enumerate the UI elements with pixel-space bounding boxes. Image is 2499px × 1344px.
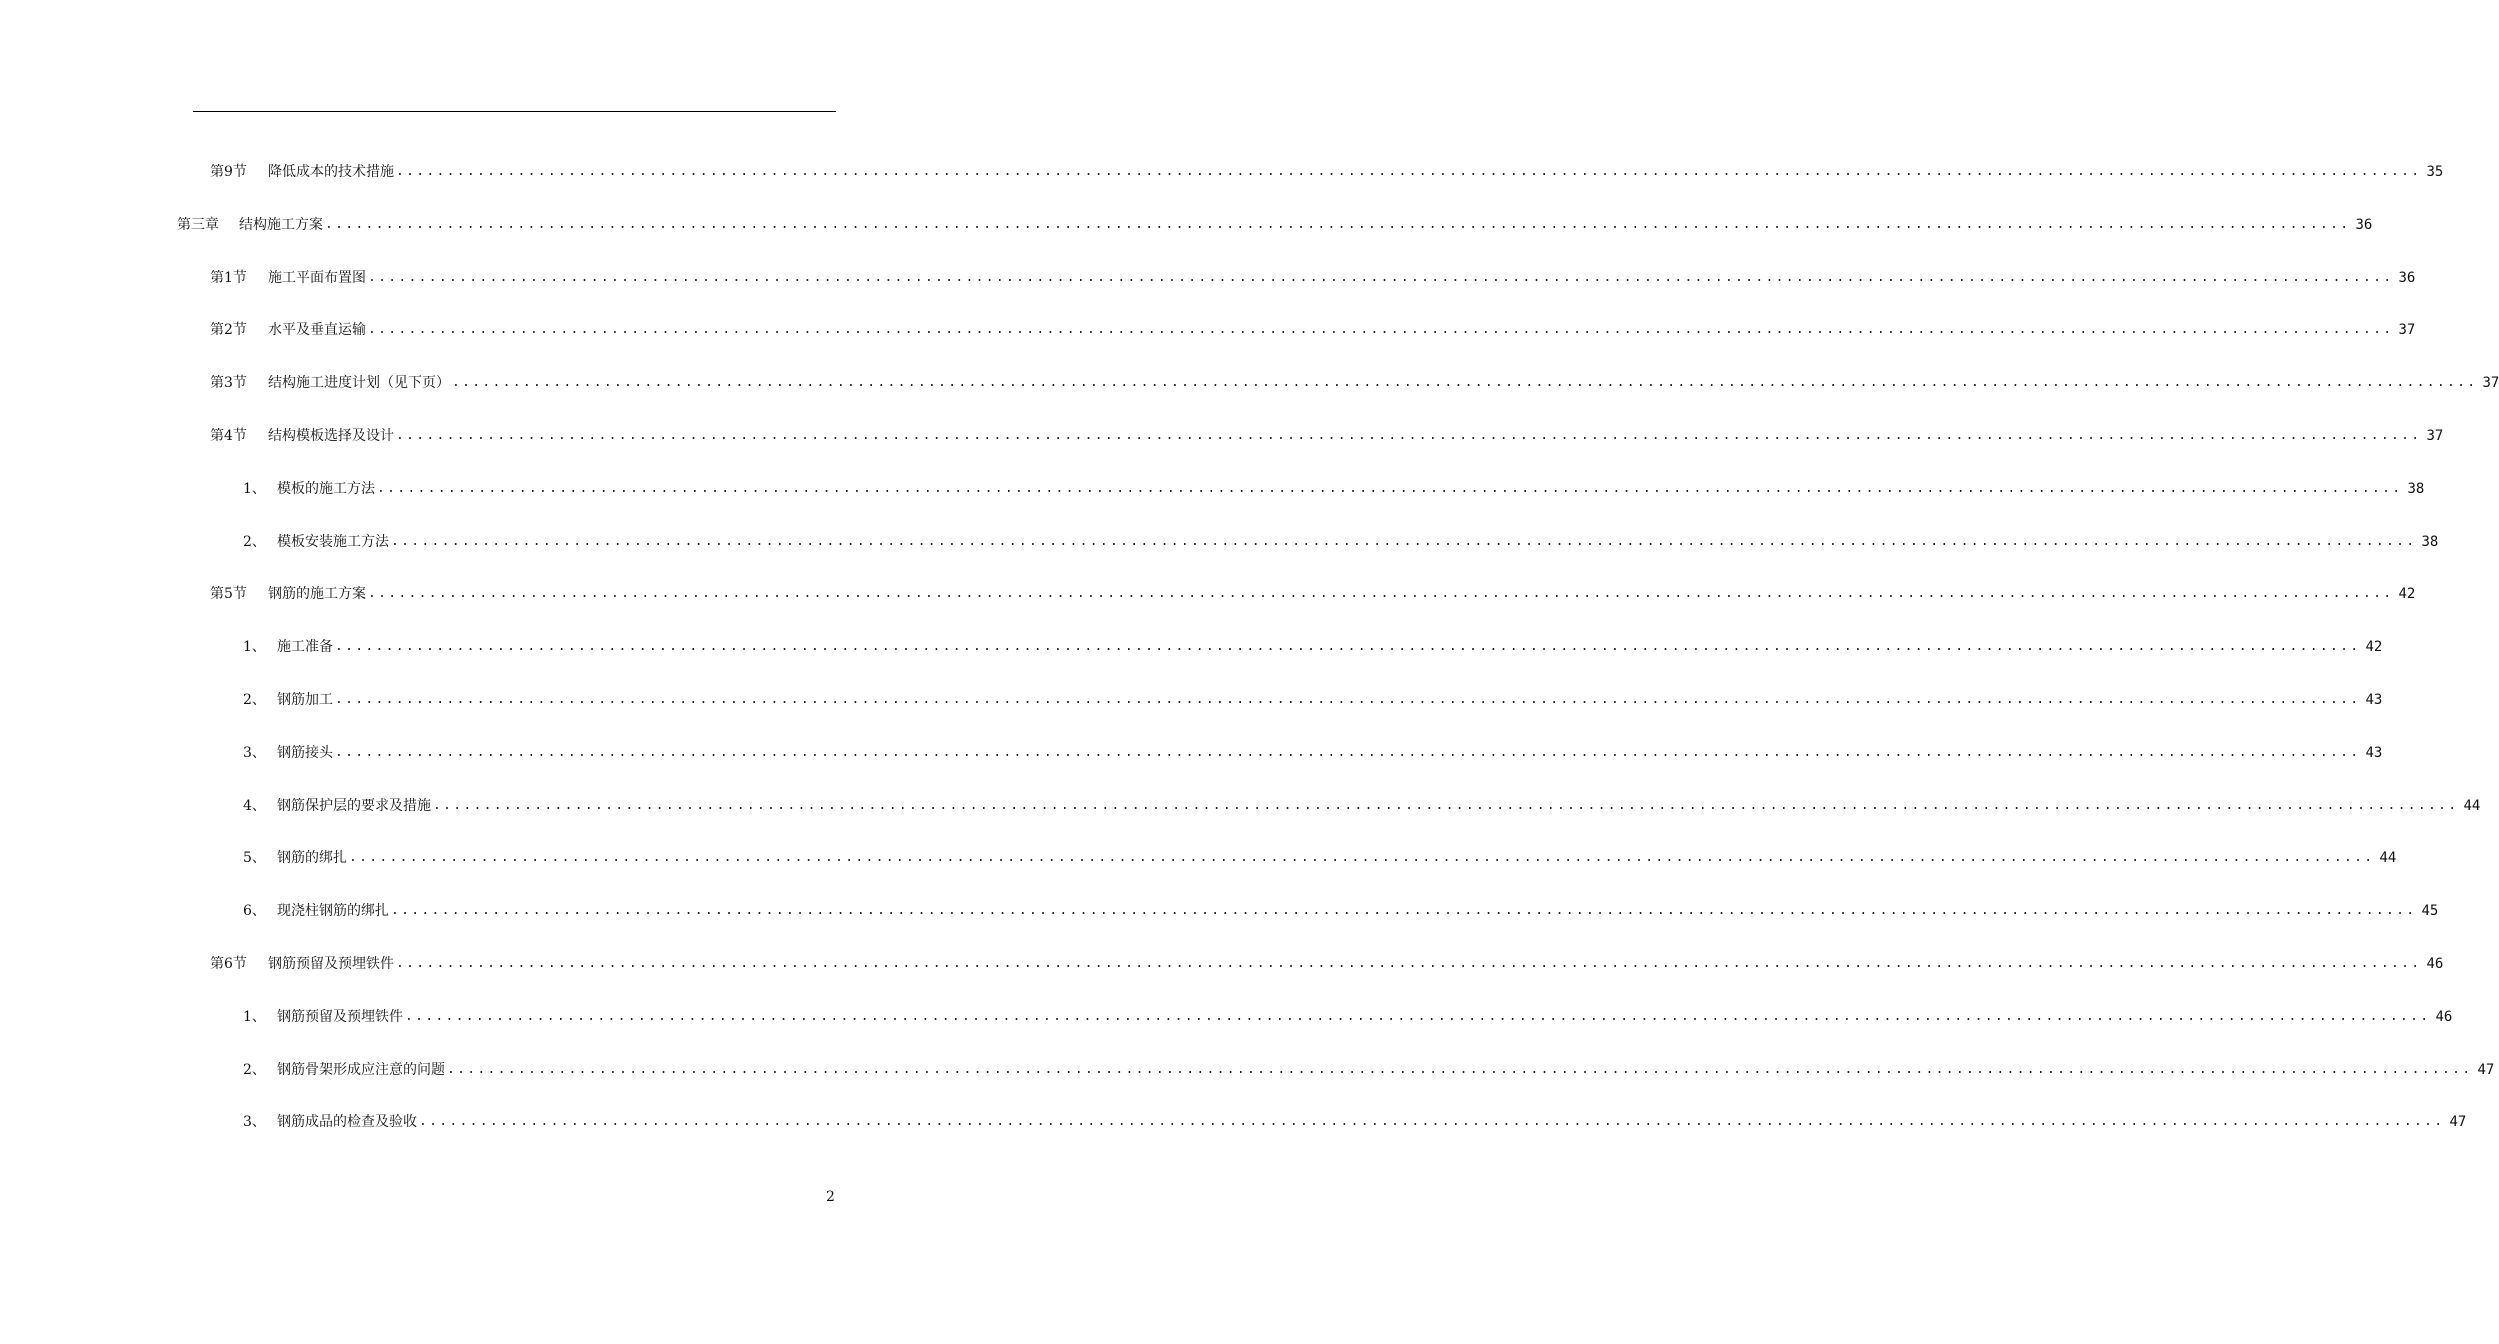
toc-dot-leader: ........................................................................................................................................................................................................ [419, 1114, 2445, 1129]
toc-entry-title: 钢筋的绑扎 [277, 850, 347, 866]
toc-dot-leader: ........................................................................................................................................................................................................ [368, 322, 2394, 337]
toc-entry[interactable] [243, 1004, 2453, 1026]
toc-entry-page: 43 [2365, 692, 2383, 708]
toc-entry-number: 第2节 [210, 322, 247, 338]
toc-entry[interactable] [243, 740, 2383, 762]
toc-entry[interactable] [243, 793, 2481, 815]
toc-entry-page: 46 [2435, 1009, 2453, 1025]
toc-entry-title: 结构模板选择及设计 [268, 428, 394, 444]
toc-entry-page: 46 [2426, 956, 2444, 972]
toc-dot-leader: ........................................................................................................................................................................................................ [396, 956, 2422, 971]
toc-entry-page: 47 [2477, 1062, 2495, 1078]
toc-entry[interactable] [243, 1109, 2467, 1131]
toc-entry-number: 2、 [243, 1062, 266, 1078]
toc-entry[interactable] [243, 634, 2383, 656]
toc-entry-page: 35 [2426, 164, 2444, 180]
page-number: 2 [826, 1189, 835, 1205]
toc-entry[interactable] [243, 529, 2439, 551]
toc-entry-page: 37 [2426, 428, 2444, 444]
toc-entry-number: 5、 [243, 850, 266, 866]
toc-entry-number: 1、 [243, 639, 266, 655]
toc-entry[interactable] [243, 1057, 2495, 1079]
toc-entry[interactable] [210, 951, 2444, 973]
toc-entry-page: 43 [2365, 745, 2383, 761]
toc-entry-number: 6、 [243, 903, 266, 919]
toc-entry-page: 38 [2407, 481, 2425, 497]
toc-entry-number: 3、 [243, 1114, 266, 1130]
toc-entry-number: 第9节 [210, 164, 247, 180]
toc-dot-leader: ........................................................................................................................................................................................................ [368, 586, 2394, 601]
toc-entry[interactable] [210, 423, 2444, 445]
toc-entry-number: 第3节 [210, 375, 247, 391]
toc-entry-page: 42 [2398, 586, 2416, 602]
toc-entry-number: 3、 [243, 745, 266, 761]
toc-entry[interactable] [177, 212, 2373, 234]
toc-entry-page: 38 [2421, 534, 2439, 550]
toc-entry-title: 结构施工方案 [239, 217, 323, 233]
toc-dot-leader: ........................................................................................................................................................................................................ [396, 164, 2422, 179]
toc-entry-number: 4、 [243, 798, 266, 814]
toc-entry-title: 施工平面布置图 [268, 270, 366, 286]
toc-entry-title: 钢筋预留及预埋铁件 [277, 1009, 403, 1025]
toc-entry-page: 36 [2398, 270, 2416, 286]
toc-entry[interactable] [243, 898, 2439, 920]
toc-entry-page: 36 [2355, 217, 2373, 233]
toc-entry[interactable] [243, 845, 2397, 867]
toc-dot-leader: ........................................................................................................................................................................................................ [325, 217, 2351, 232]
toc-entry-title: 施工准备 [277, 639, 333, 655]
toc-entry-number: 第4节 [210, 428, 247, 444]
toc-entry-number: 第6节 [210, 956, 247, 972]
toc-entry-number: 第5节 [210, 586, 247, 602]
toc-entry-number: 1、 [243, 1009, 266, 1025]
toc-entry-number: 第三章 [177, 217, 219, 233]
toc-entry-title: 降低成本的技术措施 [268, 164, 394, 180]
toc-entry-title: 模板安装施工方法 [277, 534, 389, 550]
toc-entry[interactable] [210, 317, 2416, 339]
toc-entry-title: 水平及垂直运输 [268, 322, 366, 338]
toc-entry-page: 42 [2365, 639, 2383, 655]
toc-entry-page: 44 [2463, 798, 2481, 814]
toc-entry-number: 2、 [243, 534, 266, 550]
toc-dot-leader: ........................................................................................................................................................................................................ [405, 1009, 2431, 1024]
toc-dot-leader: ........................................................................................................................................................................................................ [335, 692, 2361, 707]
toc-entry-title: 钢筋骨架形成应注意的问题 [277, 1062, 445, 1078]
toc-entry-page: 37 [2398, 322, 2416, 338]
toc-dot-leader: ........................................................................................................................................................................................................ [391, 903, 2417, 918]
toc-dot-leader: ........................................................................................................................................................................................................ [433, 798, 2459, 813]
toc-dot-leader: ........................................................................................................................................................................................................ [391, 534, 2417, 549]
toc-dot-leader: ........................................................................................................................................................................................................ [368, 270, 2394, 285]
toc-entry[interactable] [210, 265, 2416, 287]
toc-entry-page: 37 [2482, 375, 2499, 391]
toc-entry[interactable] [210, 159, 2444, 181]
toc-dot-leader: ........................................................................................................................................................................................................ [335, 639, 2361, 654]
toc-dot-leader: ........................................................................................................................................................................................................ [396, 428, 2422, 443]
toc-entry-title: 钢筋预留及预埋铁件 [268, 956, 394, 972]
toc-dot-leader: ........................................................................................................................................................................................................ [335, 745, 2361, 760]
toc-entry-page: 47 [2449, 1114, 2467, 1130]
toc-entry-title: 钢筋保护层的要求及措施 [277, 798, 431, 814]
toc-entry-page: 45 [2421, 903, 2439, 919]
toc-entry-title: 钢筋接头 [277, 745, 333, 761]
toc-entry-title: 结构施工进度计划（见下页） [268, 375, 450, 391]
toc-entry-title: 钢筋的施工方案 [268, 586, 366, 602]
toc-entry-number: 2、 [243, 692, 266, 708]
toc-entry-title: 模板的施工方法 [277, 481, 375, 497]
toc-entry-number: 第1节 [210, 270, 247, 286]
toc-dot-leader: ........................................................................................................................................................................................................ [377, 481, 2403, 496]
toc-entry[interactable] [210, 370, 2499, 392]
toc-entry-page: 44 [2379, 850, 2397, 866]
toc-entry[interactable] [243, 476, 2425, 498]
toc-dot-leader: ........................................................................................................................................................................................................ [452, 375, 2478, 390]
toc-entry-title: 现浇柱钢筋的绑扎 [277, 903, 389, 919]
toc-entry[interactable] [243, 687, 2383, 709]
toc-entry-number: 1、 [243, 481, 266, 497]
toc-dot-leader: ........................................................................................................................................................................................................ [349, 850, 2375, 865]
toc-entry-title: 钢筋加工 [277, 692, 333, 708]
toc-dot-leader: ........................................................................................................................................................................................................ [447, 1062, 2473, 1077]
toc-entry[interactable] [210, 581, 2416, 603]
toc-entry-title: 钢筋成品的检查及验收 [277, 1114, 417, 1130]
